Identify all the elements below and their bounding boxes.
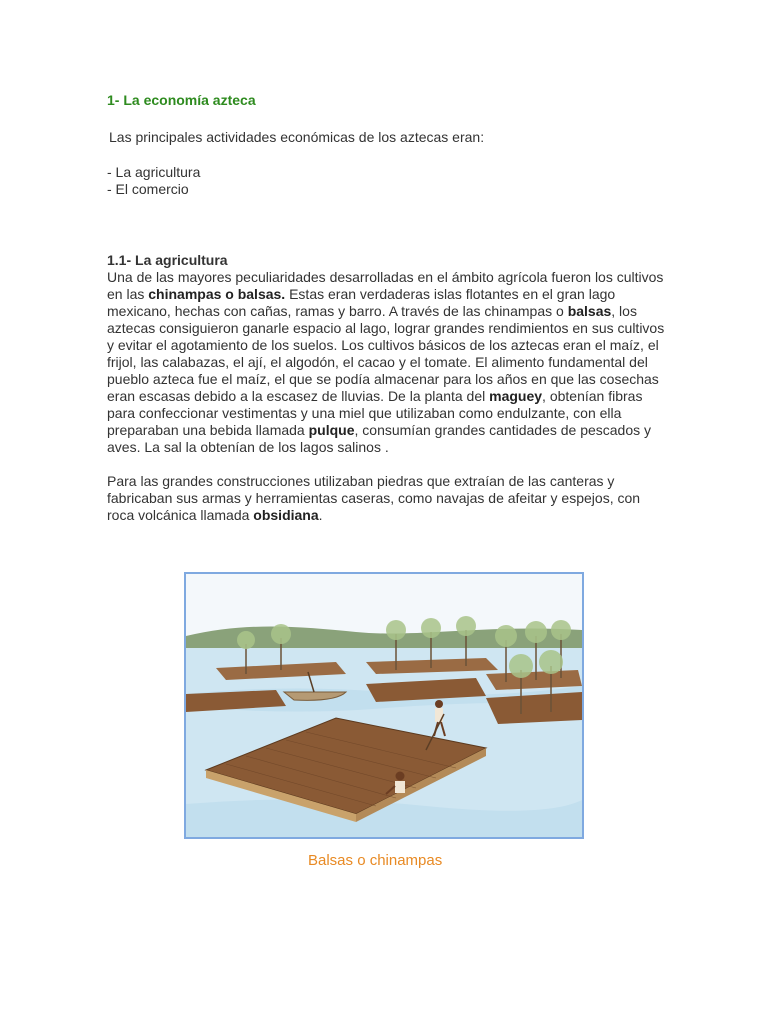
section-title: 1.1- La agricultura	[107, 252, 228, 268]
figure-caption: Balsas o chinampas	[308, 852, 443, 869]
document-body	[107, 92, 667, 524]
paragraph-constructions: Para las grandes construcciones utilizaban piedras que extraían de las canteras y fabricaban sus armas y herramientas caseras, como navajas de afeitar y espejos, con roca volcánica llamada obsidiana.	[107, 473, 641, 523]
chinampas-illustration	[184, 572, 584, 839]
activities-list	[107, 164, 667, 198]
list-item: - La agricultura	[107, 164, 201, 180]
chinampas-drawing	[186, 574, 582, 837]
paragraph-agriculture: Una de las mayores peculiaridades desarrolladas en el ámbito agrícola fueron los cultivos en las chinampas o balsas. Estas eran verdaderas islas flotantes en el gran lago mexicano, hechas con cañas, ramas y barro. A través de las chinampas o balsas, los aztecas consiguieron ganarle espacio al lago, lograr grandes rendimientos en sus cultivos y evitar el agotamiento de los suelos. Los cultivos básicos de los aztecas eran el maíz, el frijol, las calabazas, el ají, el algodón, el cacao y el tomate. El alimento fundamental del pueblo azteca fue el maíz, el que se podía almacenar para los años en que las cosechas eran escasas debido a la escasez de lluvias. De la planta del maguey, obtenían fibras para confeccionar vestimentas y una miel que utilizaban como endulzante, con ella preparaban una bebida llamada pulque, consumían grandes cantidades de pescados y aves. La sal la obtenían de los lagos salinos .	[107, 269, 665, 455]
intro-text: Las principales actividades económicas de los aztecas eran:	[109, 129, 485, 145]
page-title: 1- La economía azteca	[107, 92, 256, 108]
list-item: - El comercio	[107, 181, 189, 197]
